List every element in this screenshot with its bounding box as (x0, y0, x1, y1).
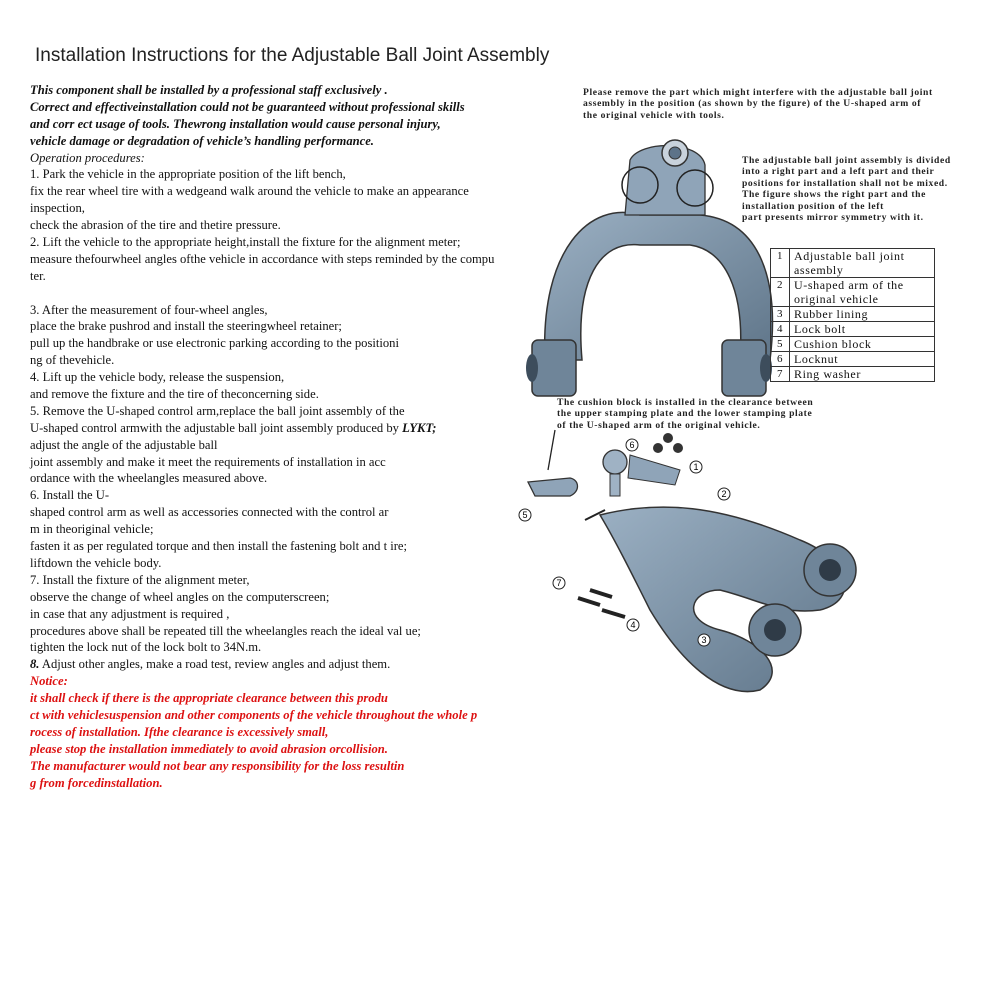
step-line: ordance with the wheelangles measured above. (30, 471, 268, 486)
step-line: 3. After the measurement of four-wheel angles, (30, 302, 268, 317)
step-line: U-shaped control armwith the adjustable ball joint assembly produced by LYKT; (30, 420, 437, 435)
step-line: fasten it as per regulated torque and then install the fastening bolt and t ire; (30, 539, 407, 554)
callout-7: 7 (556, 578, 562, 588)
cushion-block-icon (528, 478, 578, 496)
parts-table (770, 248, 935, 382)
notice-line: please stop the installation immediately to avoid abrasion orcollision. (30, 741, 388, 756)
step-line: procedures above shall be repeated till the wheelangles reach the ideal val ue; (30, 623, 421, 638)
callout-1: 1 (693, 462, 699, 472)
step-line: 8. Adjust other angles, make a road test, review angles and adjust them. (30, 657, 391, 672)
notice-line: it shall check if there is the appropriate clearance between this produ (30, 691, 388, 706)
step-line: and remove the fixture and the tire of theconcerning side. (30, 387, 319, 402)
step-line: 1. Park the vehicle in the appropriate position of the lift bench, (30, 167, 346, 182)
table-row: 7 Ring washer (771, 367, 935, 382)
callout-4: 4 (630, 620, 636, 630)
step-line: tighten the lock nut of the lock bolt to 34N.m. (30, 640, 262, 655)
note-cushion-block: The cushion block is installed in the clearance between the upper stamping plate and the lower stamping plate of the U-shaped arm of the original vehicle. (557, 397, 814, 431)
notice-line: rocess of installation. Ifthe clearance is excessively small, (30, 724, 329, 739)
step-line: shaped control arm as well as accessories connected with the control ar (30, 505, 389, 520)
step-line: liftdown the vehicle body. (30, 555, 162, 570)
step-line: 6. Install the U- (30, 488, 110, 503)
bushing-icon (722, 340, 766, 396)
callout-3: 3 (701, 635, 707, 645)
ball-joint-icon (603, 450, 627, 474)
notice-line: g from forcedinstallation. (30, 775, 163, 790)
brand-name: LYKT; (402, 420, 437, 435)
step-line: m in theoriginal vehicle; (30, 522, 154, 537)
note-divided-parts: The adjustable ball joint assembly is divided into a right part and a left part and their positions for installation shall not be mixed. The figure shows the right part and the installation position of the left part presents mirror symmetry with it. (742, 155, 951, 224)
step-line: joint assembly and make it meet the requirements of installation in acc (30, 454, 386, 469)
step-line: ter. (30, 268, 46, 283)
document-title: Installation Instructions for the Adjustable Ball Joint Assembly (35, 45, 550, 66)
notice-heading: Notice: (30, 674, 68, 689)
upper-arm-figure (526, 140, 772, 396)
step-line: 7. Install the fixture of the alignment meter, (30, 572, 250, 587)
table-row: 2 U-shaped arm of the original vehicle (771, 278, 935, 307)
intro-line: and corr ect usage of tools. Thewrong installation would cause personal injury, (30, 116, 441, 131)
note-remove-part: Please remove the part which might interfere with the adjustable ball joint assembly in the position (as shown by the figure) of the U-shaped arm of the original vehicle with tools. (583, 87, 933, 121)
lock-bolt-icon (578, 598, 600, 605)
step-line: fix the rear wheel tire with a wedgeand walk around the vehicle to make an appearance (30, 184, 469, 199)
intro-line: vehicle damage or degradation of vehicle’s handling performance. (30, 133, 374, 148)
table-row: 4 Lock bolt (771, 322, 935, 337)
operation-heading: Operation procedures: (30, 150, 145, 165)
intro-line: This component shall be installed by a professional staff exclusively . (30, 83, 388, 97)
callout-5: 5 (522, 510, 528, 520)
notice-line: ct with vehiclesuspension and other components of the vehicle throughout the whole p (30, 707, 478, 722)
callout-2: 2 (721, 489, 727, 499)
step-line: ng of thevehicle. (30, 353, 115, 368)
step-line: observe the change of wheel angles on the computerscreen; (30, 589, 330, 604)
callout-6: 6 (629, 440, 635, 450)
step-line: inspection, (30, 201, 85, 216)
table-row: 6 Locknut (771, 352, 935, 367)
step-line: place the brake pushrod and install the steeringwheel retainer; (30, 319, 342, 334)
step-line: pull up the handbrake or use electronic parking according to the positioni (30, 336, 399, 351)
bushing-icon (532, 340, 576, 396)
exploded-view-figure (519, 430, 856, 692)
intro-line: Correct and effectiveinstallation could not be guaranteed without professional skills (30, 99, 465, 114)
step-line: 5. Remove the U-shaped control arm,replace the ball joint assembly of the (30, 403, 405, 418)
step-line: check the abrasion of the tire and thetire pressure. (30, 218, 281, 233)
notice-line: The manufacturer would not bear any responsibility for the loss resultin (30, 758, 405, 773)
step-line: 2. Lift the vehicle to the appropriate height,install the fixture for the alignment meter; (30, 235, 461, 250)
step-line: measure thefourwheel angles ofthe vehicle in accordance with steps reminded by the compu (30, 251, 495, 266)
step-line: adjust the angle of the adjustable ball (30, 437, 218, 452)
table-row: 1 Adjustable ball joint assembly (771, 249, 935, 278)
step-line: in case that any adjustment is required , (30, 606, 230, 621)
table-row: 3 Rubber lining (771, 307, 935, 322)
step-line: 4. Lift up the vehicle body, release the suspension, (30, 370, 285, 385)
table-row: 5 Cushion block (771, 337, 935, 352)
